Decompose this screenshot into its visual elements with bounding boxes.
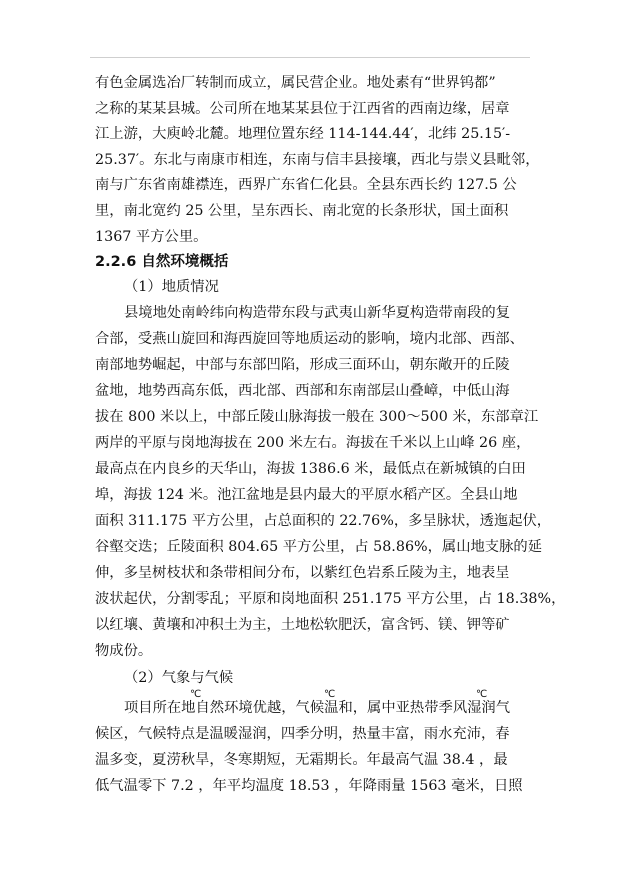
- body-line: 合部，受燕山旋回和海西旋回等地质运动的影响，境内北部、西部、: [95, 331, 524, 347]
- body-line: 1367 平方公里。: [95, 229, 208, 245]
- subsection-heading: （1）地质情况: [124, 279, 219, 295]
- degree-symbol: ℃: [324, 689, 336, 700]
- body-line: 拔在 800 米以上，中部丘陵山脉海拔一般在 300～500 米，东部章江: [95, 409, 539, 425]
- body-line: 江上游，大庾岭北麓。地理位置东经 114-144.44′，北纬 25.15′-: [95, 126, 511, 142]
- body-line: 候区，气候特点是温暖湿润，四季分明，热量丰富，雨水充沛，春: [95, 726, 510, 742]
- body-line: 最高点在内良乡的天华山，海拔 1386.6 米，最低点在新城镇的白田: [95, 461, 526, 477]
- degree-symbol: ℃: [190, 689, 202, 700]
- body-line: 物成份。: [95, 643, 153, 659]
- body-line: 以红壤、黄壤和冲积土为主，土地松软肥沃，富含钙、镁、钾等矿: [95, 617, 510, 633]
- section-heading: 2.2.6 自然环境概括: [95, 254, 229, 270]
- header-rule: [90, 57, 530, 58]
- body-line: 低气温零下 7.2 ，年平均温度 18.53 ，年降雨量 1563 毫米，日照: [95, 778, 523, 794]
- body-line: 里，南北宽约 25 公里，呈东西长、南北宽的长条形状，国土面积: [95, 203, 509, 219]
- body-line: 之称的某某县城。公司所在地某某县位于江西省的西南边缘，居章: [95, 101, 510, 117]
- body-line: 谷壑交迭；丘陵面积 804.65 平方公里，占 58.86%，属山地支脉的延: [95, 539, 542, 555]
- body-line: 伸，多呈树枝状和条带相间分布，以紫红色岩系丘陵为主，地表呈: [95, 565, 510, 581]
- body-line: 埠，海拔 124 米。池江盆地是县内最大的平原水稻产区。全县山地: [95, 487, 518, 503]
- body-line: 有色金属选冶厂转制而成立，属民营企业。地处素有“世界钨都”: [95, 75, 496, 91]
- body-line: 波状起伏，分割零乱；平原和岗地面积 251.175 平方公里，占 18.38%，: [95, 591, 566, 607]
- degree-symbol: ℃: [476, 689, 488, 700]
- subsection-heading: （2）气象与气候: [124, 670, 234, 686]
- body-line: 25.37′。东北与南康市相连，东南与信丰县接壤，西北与崇义县毗邻，: [95, 152, 540, 168]
- body-line: 温多变，夏涝秋旱，冬寒期短，无霜期长。年最高气温 38.4 ，最: [95, 752, 508, 768]
- body-line: 南与广东省南雄襟连，西界广东省仁化县。全县东西长约 127.5 公: [95, 177, 517, 193]
- body-line: 县境地处南岭纬向构造带东段与武夷山新华夏构造带南段的复: [124, 305, 511, 321]
- body-line: 盆地，地势西高东低，西北部、西部和东南部层山叠嶂，中低山海: [95, 383, 510, 399]
- body-line: 面积 311.175 平方公里，占总面积的 22.76%，多呈脉状，透迤起伏，: [95, 513, 552, 529]
- body-line: 两岸的平原与岗地海拔在 200 米左右。海拔在千米以上山峰 26 座，: [95, 435, 531, 451]
- body-line: 项目所在地自然环境优越，气候温和，属中亚热带季风湿润气: [124, 700, 511, 716]
- body-line: 南部地势崛起，中部与东部凹陷，形成三面环山，朝东敞开的丘陵: [95, 357, 510, 373]
